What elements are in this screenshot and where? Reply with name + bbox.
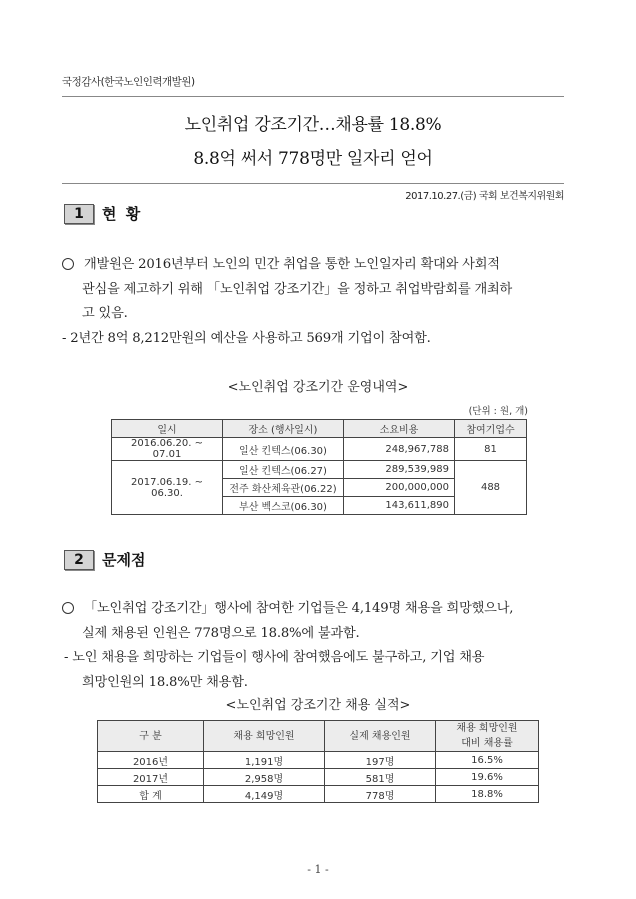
cell-cost: 248,967,788: [344, 438, 455, 461]
column-header: 참여기업수: [455, 420, 527, 438]
table-1-caption: <노인취업 강조기간 운영내역>: [227, 380, 409, 395]
section-number-box: 1: [64, 204, 94, 224]
cell-companies: 488: [455, 461, 527, 515]
column-header: [436, 721, 539, 752]
cell-label: 2017년: [98, 769, 204, 786]
section-number-box: 2: [64, 550, 94, 570]
column-header: 구 분: [98, 721, 204, 752]
cell-label: 합 계: [98, 786, 204, 803]
title-line-2: 8.8억 써서 778명만 일자리 얻어: [193, 149, 433, 169]
table-header-row: [98, 721, 539, 752]
table-row: [112, 438, 527, 461]
cell-hired: 197명: [325, 752, 436, 769]
cell-rate: 16.5%: [436, 752, 539, 769]
cell-place: 일산 킨텍스(06.27): [223, 461, 344, 479]
document-org-header: 국정감사(한국노인인력개발원): [62, 76, 195, 88]
cell-place: 전주 화산체육관(06.22): [223, 479, 344, 497]
section-title: 문제점: [102, 551, 146, 569]
date-committee: 2017.10.27.(금) 국회 보건복지위원회: [405, 191, 564, 202]
hiring-results-table: [97, 720, 539, 803]
cell-desired: 2,958명: [204, 769, 325, 786]
operation-history-table: [111, 419, 527, 515]
paragraph-text: 개발원은 2016년부터 노인의 민간 취업을 통한 노인일자리 확대와 사회적: [84, 257, 500, 272]
cell-companies: 81: [455, 438, 527, 461]
sub-bullet-text: - 2년간 8억 8,212만원의 예산을 사용하고 569개 기업이 참여함.: [62, 330, 431, 346]
table-1-unit: (단위 : 원, 개): [468, 406, 528, 417]
cell-cost: 200,000,000: [344, 479, 455, 497]
paragraph-text: 고 있음.: [82, 306, 128, 321]
table-row: [98, 786, 539, 803]
sub-bullet-text: - 노인 채용을 희망하는 기업들이 행사에 참여했음에도 불구하고, 기업 채용: [64, 650, 485, 665]
cell-place: 부산 벡스코(06.30): [223, 497, 344, 515]
cell-cost: 143,611,890: [344, 497, 455, 515]
cell-desired: 1,191명: [204, 752, 325, 769]
section-1-paragraph: [62, 253, 582, 351]
column-header-line: 대비 채용률: [461, 738, 513, 749]
table-row: [112, 461, 527, 479]
cell-place: 일산 킨텍스(06.30): [223, 438, 344, 461]
title-divider: [62, 183, 564, 184]
column-header: 장소 (행사일시): [223, 420, 344, 438]
sub-bullet-text: 희망인원의 18.8%만 채용함.: [82, 674, 248, 690]
table-2-caption: <노인취업 강조기간 채용 실적>: [225, 698, 411, 713]
column-header: 일시: [112, 420, 223, 438]
table-row: [98, 752, 539, 769]
header-divider: [62, 96, 564, 97]
paragraph-text: 실제 채용된 인원은 778명으로 18.8%에 불과함.: [82, 625, 360, 641]
table-row: [98, 769, 539, 786]
column-header-line: 채용 희망인원: [456, 723, 518, 734]
paragraph-text: 관심을 제고하기 위해 「노인취업 강조기간」을 정하고 취업박람회를 개최하: [82, 281, 513, 297]
cell-hired: 778명: [325, 786, 436, 803]
circle-bullet-icon: [62, 602, 74, 614]
cell-period: 2016.06.20. ~ 07.01: [112, 438, 223, 461]
cell-hired: 581명: [325, 769, 436, 786]
column-header: 소요비용: [344, 420, 455, 438]
column-header: 실제 채용인원: [325, 721, 436, 752]
table-header-row: [112, 420, 527, 438]
cell-period: 2017.06.19. ~ 06.30.: [112, 461, 223, 515]
section-2-paragraph: [62, 597, 592, 695]
circle-bullet-icon: [62, 258, 74, 270]
cell-rate: 19.6%: [436, 769, 539, 786]
cell-cost: 289,539,989: [344, 461, 455, 479]
section-2-heading: [64, 549, 145, 570]
column-header: 채용 희망인원: [204, 721, 325, 752]
paragraph-text: 「노인취업 강조기간」행사에 참여한 기업들은 4,149명 채용을 희망했으나,: [84, 601, 514, 616]
cell-rate: 18.8%: [436, 786, 539, 803]
cell-desired: 4,149명: [204, 786, 325, 803]
section-title: 현 황: [102, 205, 143, 223]
section-1-heading: [64, 203, 142, 224]
page-number: - 1 -: [307, 863, 329, 876]
title-line-1: 노인취업 강조기간…채용률 18.8%: [184, 115, 442, 135]
cell-label: 2016년: [98, 752, 204, 769]
